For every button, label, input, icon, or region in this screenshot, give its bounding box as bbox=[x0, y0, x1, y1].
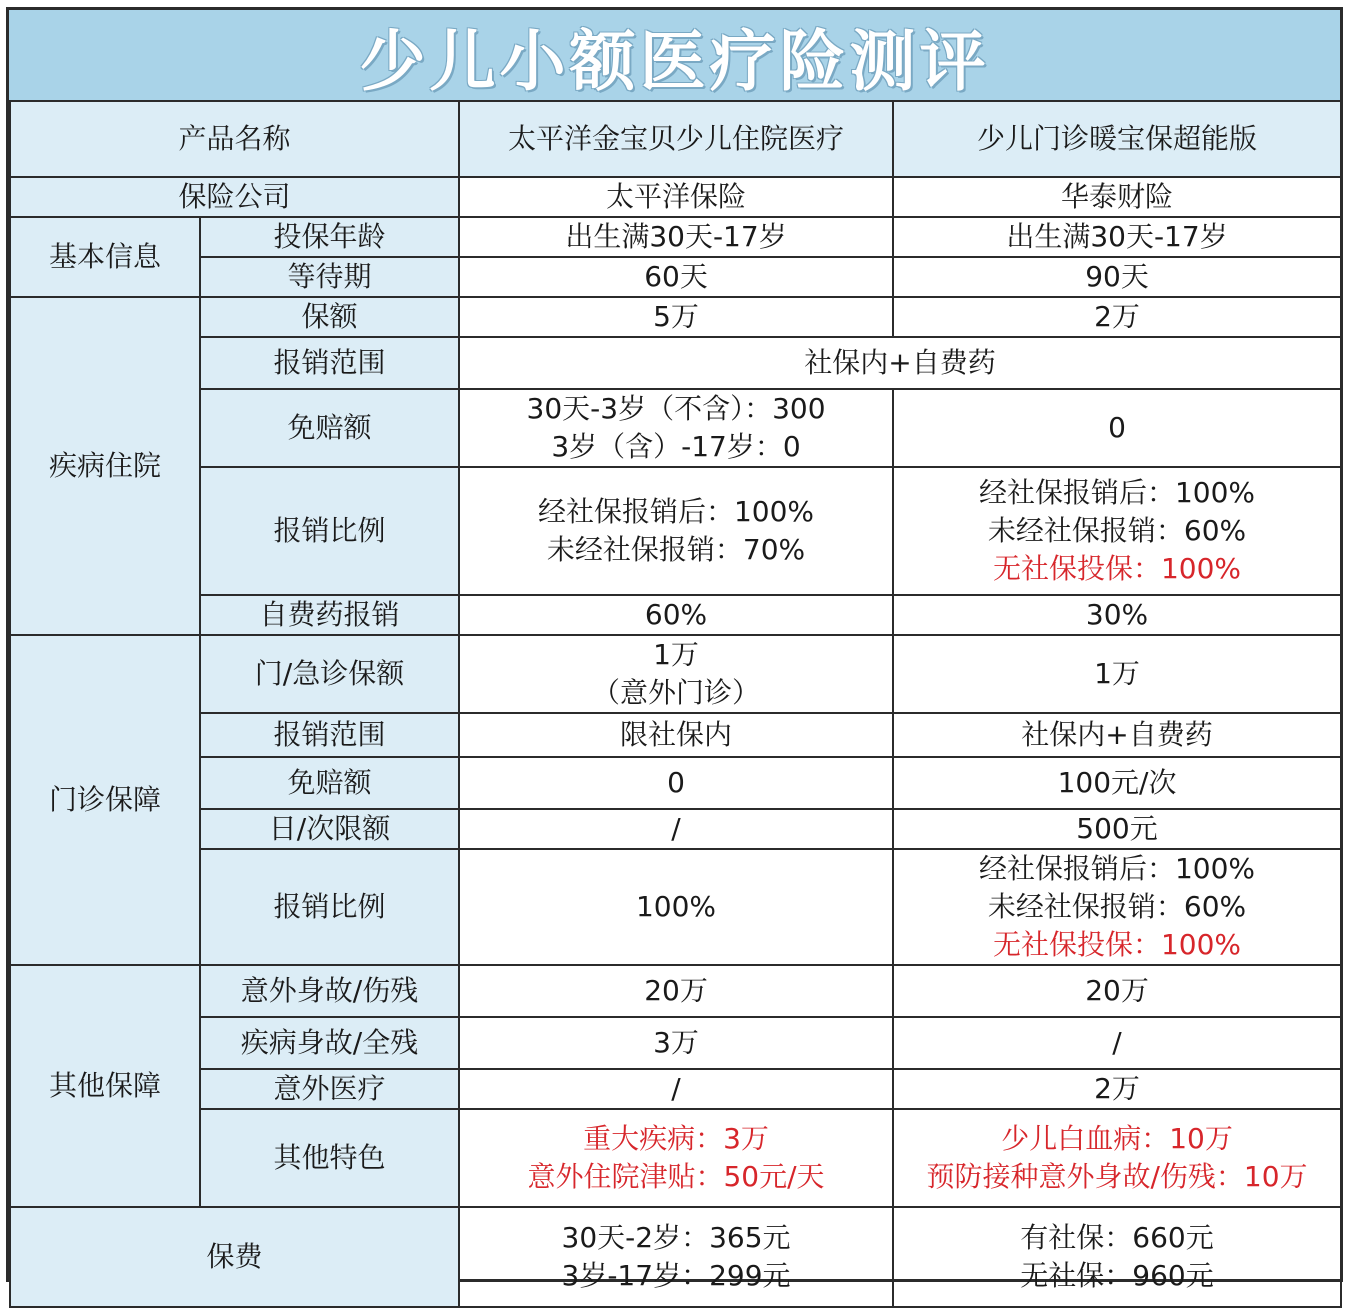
outpatient-amount-a-line1: 1万 bbox=[653, 638, 699, 671]
outpatient-ratio-label: 报销比例 bbox=[200, 849, 459, 965]
inpatient-amount-b: 2万 bbox=[893, 297, 1341, 337]
title-bar bbox=[9, 10, 1340, 102]
features-label: 其他特色 bbox=[200, 1109, 459, 1207]
outpatient-scope-b: 社保内+自费药 bbox=[893, 713, 1341, 757]
age-a: 出生满30天-17岁 bbox=[459, 217, 893, 257]
table-row bbox=[10, 1069, 1341, 1109]
features-a-line2: 意外住院津贴：50元/天 bbox=[527, 1160, 825, 1193]
inpatient-ratio-a-line2: 未经社保报销：70% bbox=[546, 533, 806, 566]
inpatient-ratio-a-line1: 经社保报销后：100% bbox=[537, 495, 815, 528]
group-basic: 基本信息 bbox=[10, 217, 200, 297]
outpatient-amount-a-line2: （意外门诊） bbox=[592, 676, 761, 709]
group-other: 其他保障 bbox=[10, 965, 200, 1207]
premium-b bbox=[893, 1207, 1341, 1307]
illness-b: / bbox=[893, 1017, 1341, 1069]
accident-b: 20万 bbox=[893, 965, 1341, 1017]
table-row bbox=[10, 1109, 1341, 1207]
table-row bbox=[10, 177, 1341, 217]
outpatient-amount-a bbox=[459, 635, 893, 713]
age-label: 投保年龄 bbox=[200, 217, 459, 257]
features-a bbox=[459, 1109, 893, 1207]
company-a: 太平洋保险 bbox=[459, 177, 893, 217]
features-b-line1: 少儿白血病：10万 bbox=[1001, 1122, 1233, 1155]
outpatient-ratio-b bbox=[893, 849, 1341, 965]
selfpay-label: 自费药报销 bbox=[200, 595, 459, 635]
table-row bbox=[10, 595, 1341, 635]
outpatient-limit-b: 500元 bbox=[893, 809, 1341, 849]
selfpay-b: 30% bbox=[893, 595, 1341, 635]
inpatient-ratio-b bbox=[893, 467, 1341, 595]
table-row bbox=[10, 1017, 1341, 1069]
table-row bbox=[10, 337, 1341, 389]
outpatient-ratio-b-line1: 经社保报销后：100% bbox=[978, 852, 1256, 885]
accident-a: 20万 bbox=[459, 965, 893, 1017]
inpatient-deductible-a-line1: 30天-3岁（不含）：300 bbox=[526, 392, 826, 425]
table-row bbox=[10, 389, 1341, 467]
accident-label: 意外身故/伤残 bbox=[200, 965, 459, 1017]
medical-b: 2万 bbox=[893, 1069, 1341, 1109]
outpatient-ratio-a: 100% bbox=[459, 849, 893, 965]
inpatient-scope-ab: 社保内+自费药 bbox=[459, 337, 1341, 389]
table-row bbox=[10, 467, 1341, 595]
features-a-line1: 重大疾病：3万 bbox=[583, 1122, 769, 1155]
table-row bbox=[10, 635, 1341, 713]
features-b-line2: 预防接种意外身故/伤残：10万 bbox=[926, 1160, 1308, 1193]
page-title: 少儿小额医疗险测评 bbox=[359, 22, 990, 100]
illness-a: 3万 bbox=[459, 1017, 893, 1069]
inpatient-ratio-a bbox=[459, 467, 893, 595]
comparison-table bbox=[9, 100, 1342, 1308]
inpatient-deductible-a-line2: 3岁（含）-17岁：0 bbox=[551, 430, 801, 463]
outpatient-deductible-label: 免赔额 bbox=[200, 757, 459, 809]
inpatient-deductible-b: 0 bbox=[893, 389, 1341, 467]
outpatient-limit-label: 日/次限额 bbox=[200, 809, 459, 849]
table-row bbox=[10, 809, 1341, 849]
inpatient-ratio-b-line1: 经社保报销后：100% bbox=[978, 476, 1256, 509]
outpatient-deductible-a: 0 bbox=[459, 757, 893, 809]
inpatient-amount-label: 保额 bbox=[200, 297, 459, 337]
premium-b-line1: 有社保：660元 bbox=[1020, 1221, 1214, 1254]
premium-a bbox=[459, 1207, 893, 1307]
waiting-a: 60天 bbox=[459, 257, 893, 297]
outpatient-scope-label: 报销范围 bbox=[200, 713, 459, 757]
company-label: 保险公司 bbox=[10, 177, 459, 217]
table-row bbox=[10, 849, 1341, 965]
medical-label: 意外医疗 bbox=[200, 1069, 459, 1109]
table-row bbox=[10, 217, 1341, 257]
inpatient-scope-label: 报销范围 bbox=[200, 337, 459, 389]
outpatient-limit-a: / bbox=[459, 809, 893, 849]
selfpay-a: 60% bbox=[459, 595, 893, 635]
premium-a-line1: 30天-2岁：365元 bbox=[561, 1221, 791, 1254]
waiting-label: 等待期 bbox=[200, 257, 459, 297]
features-b bbox=[893, 1109, 1341, 1207]
outpatient-ratio-b-line2: 未经社保报销：60% bbox=[987, 890, 1247, 923]
illness-label: 疾病身故/全残 bbox=[200, 1017, 459, 1069]
group-inpatient: 疾病住院 bbox=[10, 297, 200, 635]
table-row bbox=[10, 965, 1341, 1017]
table-row bbox=[10, 1207, 1341, 1307]
company-b: 华泰财险 bbox=[893, 177, 1341, 217]
table-row bbox=[10, 757, 1341, 809]
outpatient-scope-a: 限社保内 bbox=[459, 713, 893, 757]
premium-label: 保费 bbox=[10, 1207, 459, 1307]
waiting-b: 90天 bbox=[893, 257, 1341, 297]
inpatient-ratio-b-line2: 未经社保报销：60% bbox=[987, 514, 1247, 547]
inpatient-deductible-a bbox=[459, 389, 893, 467]
outpatient-amount-label: 门/急诊保额 bbox=[200, 635, 459, 713]
inpatient-ratio-label: 报销比例 bbox=[200, 467, 459, 595]
inpatient-amount-a: 5万 bbox=[459, 297, 893, 337]
premium-a-line2: 3岁-17岁：299元 bbox=[561, 1259, 791, 1292]
table-row bbox=[10, 257, 1341, 297]
group-outpatient: 门诊保障 bbox=[10, 635, 200, 965]
header-product-a: 太平洋金宝贝少儿住院医疗 bbox=[459, 101, 893, 177]
medical-a: / bbox=[459, 1069, 893, 1109]
table-row bbox=[10, 297, 1341, 337]
header-product-b: 少儿门诊暖宝保超能版 bbox=[893, 101, 1341, 177]
comparison-sheet bbox=[6, 7, 1343, 1292]
outpatient-ratio-b-line3: 无社保投保：100% bbox=[992, 928, 1242, 961]
age-b: 出生满30天-17岁 bbox=[893, 217, 1341, 257]
inpatient-deductible-label: 免赔额 bbox=[200, 389, 459, 467]
outpatient-deductible-b: 100元/次 bbox=[893, 757, 1341, 809]
premium-b-line2: 无社保：960元 bbox=[1020, 1259, 1214, 1292]
table-row bbox=[10, 101, 1341, 177]
inpatient-ratio-b-line3: 无社保投保：100% bbox=[992, 552, 1242, 585]
header-product-label: 产品名称 bbox=[10, 101, 459, 177]
outpatient-amount-b: 1万 bbox=[893, 635, 1341, 713]
table-row bbox=[10, 713, 1341, 757]
